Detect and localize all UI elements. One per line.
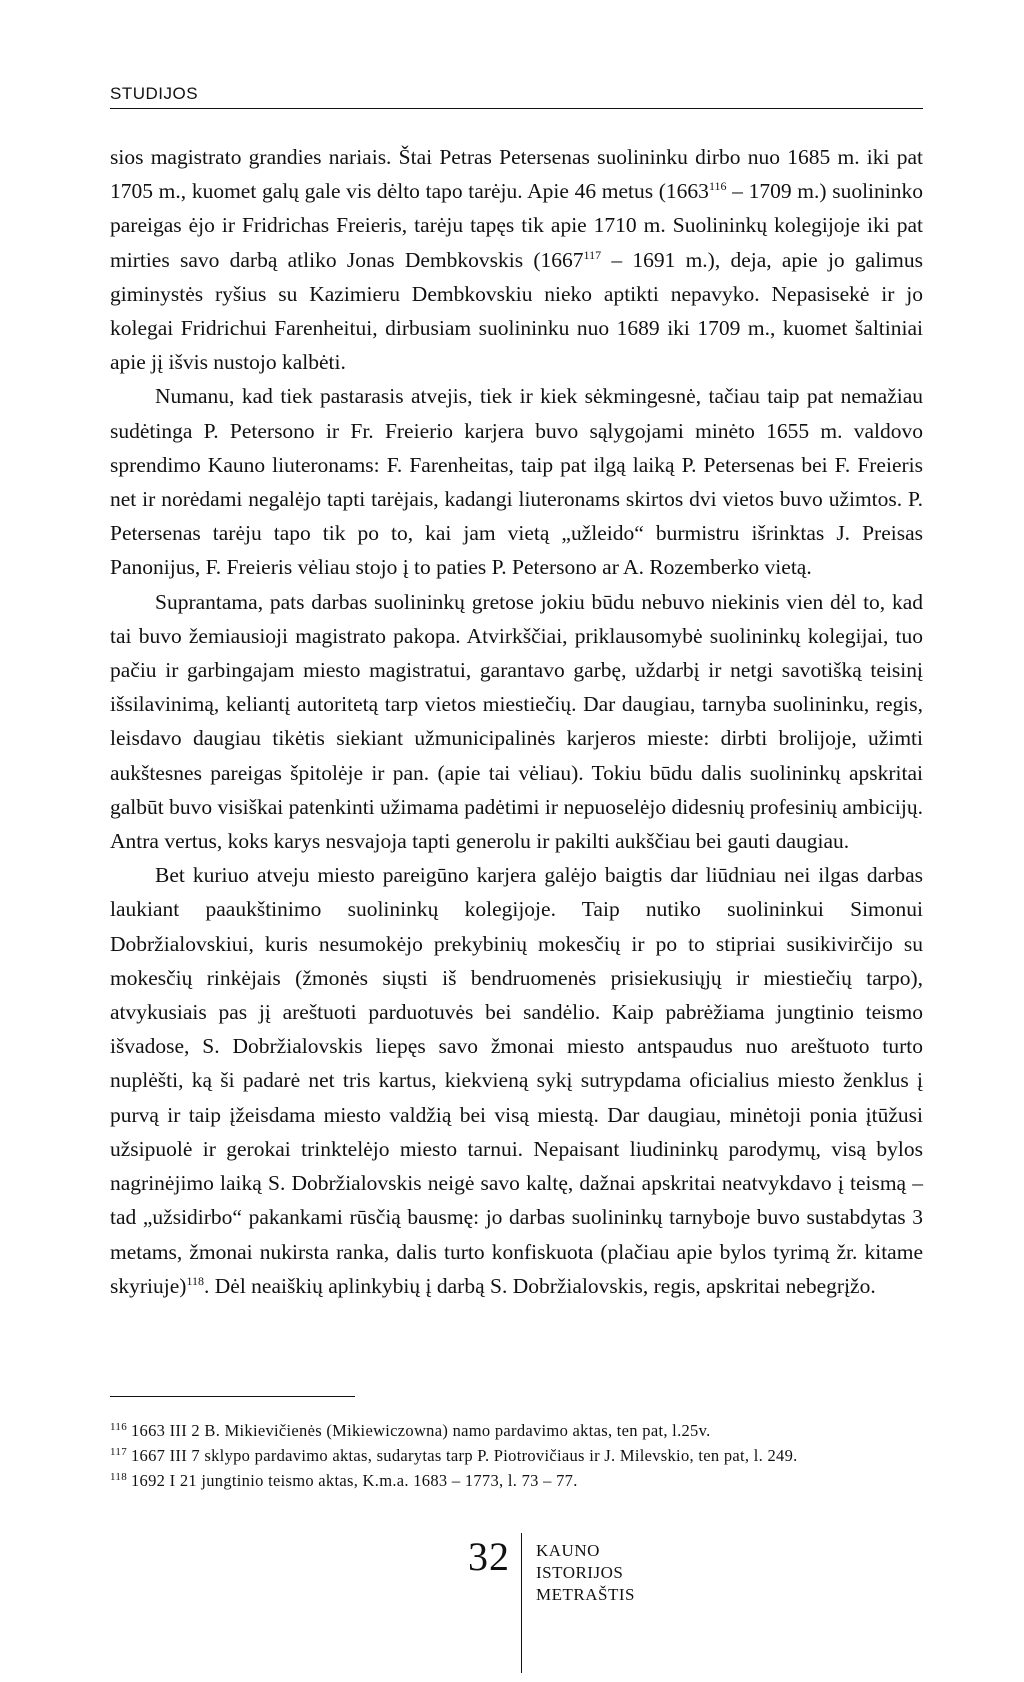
footnote-text: 1663 III 2 B. Mikievičienės (Mikiewiczowna) namo pardavimo aktas, ten pat, l.25v. bbox=[131, 1421, 711, 1440]
paragraph-text: Bet kuriuo atveju miesto pareigūno karjera galėjo baigtis dar liūdniau nei ilgas darbas laukiant paaukštinimo suolininkų kolegijoje. Taip nutiko suolininkui Simonui Dobržialovskiui, kuris nesumokėjo prekybinių mokesčių ir po to stipriai susikivirčijo su mokesčių rinkėjais (žmonės siųsti iš bendruomenės prisiekusiųjų ir miestiečių tarpo), atvykusiais pas jį areštuoti parduotuvės bei sandėlio. Kaip pabrėžiama jungtinio teismo išvadose, S. Dobržialovskis liepęs savo žmonai miesto antspaudus nuo areštuoto turto nuplėšti, ką ši padarė net tris kartus, kiekvieną sykį sutrypdama oficialius miesto ženklus į purvą ir taip įžeisdama miesto valdžią bei visą miestą. Dar daugiau, minėtoji ponia įtūžusi užsipuolė ir gerokai trinktelėjo miesto tarnui. Nepaisant liudininkų parodymų, visą bylos nagrinėjimo laiką S. Dobržialovskis neigė savo kaltę, dažnai apskritai neatvykdavo į teismą – tad „užsidirbo“ pakankami rūsčią bausmę: jo darbas suolininkų tarnyboje buvo sustabdytas 3 metams, žmonai nukirsta ranka, dalis turto konfiskuota (plačiau apie bylos tyrimą žr. kitame skyriuje) bbox=[110, 863, 923, 1298]
footnote-rule bbox=[110, 1396, 355, 1397]
paragraph-text: . Dėl neaiškių aplinkybių į darbą S. Dobržialovskis, regis, apskritai nebegrįžo. bbox=[204, 1273, 876, 1298]
journal-title-line: METRAŠTIS bbox=[536, 1585, 635, 1604]
journal-title bbox=[536, 1540, 635, 1606]
paragraph bbox=[110, 140, 923, 379]
journal-title-line: KAUNO bbox=[536, 1541, 600, 1560]
footnote-text: 1667 III 7 sklypo pardavimo aktas, sudarytas tarp P. Piotrovičiaus ir J. Milevskio, ten pat, l. 249. bbox=[131, 1446, 798, 1465]
colophon-rule bbox=[521, 1533, 522, 1673]
footnotes bbox=[110, 1418, 923, 1493]
footnote-ref: 117 bbox=[583, 247, 602, 262]
paragraph bbox=[110, 379, 923, 584]
footnote bbox=[110, 1418, 923, 1443]
footnote-text: 1692 I 21 jungtinio teismo aktas, K.m.a. 1683 – 1773, l. 73 – 77. bbox=[131, 1471, 578, 1490]
paragraph-text: Suprantama, pats darbas suolininkų gretose jokiu būdu nebuvo niekinis vien dėl to, kad tai buvo žemiausioji magistrato pakopa. Atvirkščiai, priklausomybė suolininkų kolegijai, tuo pačiu ir garbingajam miesto magistratui, garantavo garbę, uždarbį ir netgi savotišką teisinį išsilavinimą, keliantį autoritetą tarp vietos miestiečių. Dar daugiau, tarnyba suolininku, regis, leisdavo daugiau tikėtis siekiant užmunicipalinės karjeros mieste: dirbti brolijoje, užimti aukštesnes pareigas špitolėje ir pan. (apie tai vėliau). Tokiu būdu dalis suolininkų apskritai galbūt buvo visiškai patenkinti užimama padėtimi ir nepuoselėjo didesnių profesinių ambicijų. Antra vertus, koks karys nesvajoja tapti generolu ir pakilti aukščiau bei gauti daugiau. bbox=[110, 589, 923, 854]
journal-title-line: ISTORIJOS bbox=[536, 1563, 624, 1582]
running-head: STUDIJOS bbox=[110, 84, 199, 103]
footnote bbox=[110, 1443, 923, 1468]
paragraph-text: Numanu, kad tiek pastarasis atvejis, tiek ir kiek sėkmingesnė, tačiau taip pat nemažiau sudėtinga P. Petersono ir Fr. Freierio karjera buvo sąlygojami minėto 1655 m. valdovo sprendimo Kauno liuteronams: F. Farenheitas, taip pat ilgą laiką P. Petersenas bei F. Freieris net ir norėdami negalėjo tapti tarėjais, kadangi liuteronams skirtos dvi vietos buvo užimtos. P. Petersenas tarėju tapo tik po to, kai jam vietą „užleido“ burmistru išrinktas J. Preisas Panonijus, F. Freieris vėliau stojo į to paties P. Petersono ar A. Rozemberko vietą. bbox=[110, 384, 923, 580]
paragraph-text: – 1709 m.) suolininko pareigas ėjo ir Fridrichas Freieris, tarėju tapęs tik apie 1710 m. Suolininkų kolegijoje iki pat mirties savo darbą atliko Jonas Dembkovskis (1667 bbox=[110, 179, 923, 272]
main-text bbox=[110, 140, 923, 1303]
paragraph bbox=[110, 585, 923, 859]
footnote-ref: 118 bbox=[186, 1273, 204, 1288]
paragraph-text: – 1691 m.), deja, apie jo galimus giminystės ryšius su Kazimieru Dembkovskiu nieko aptikti nepavyko. Nepasisekė ir jo kolegai Fridrichui Farenheitui, dirbusiam suolininku nuo 1689 iki 1709 m., kuomet šaltiniai apie jį išvis nustojo kalbėti. bbox=[110, 247, 923, 375]
header-rule bbox=[110, 108, 923, 109]
footnote-number: 118 bbox=[110, 1470, 127, 1483]
page-number: 32 bbox=[468, 1534, 510, 1579]
footnote bbox=[110, 1468, 923, 1493]
footnote-number: 117 bbox=[110, 1445, 127, 1458]
paragraph-text: sios magistrato grandies nariais. Štai Petras Petersenas suolininku dirbo nuo 1685 m. iki pat 1705 m., kuomet galų gale vis dėlto tapo tarėju. Apie 46 metus (1663 bbox=[110, 145, 923, 204]
footnote-number: 116 bbox=[110, 1420, 127, 1433]
paragraph bbox=[110, 858, 923, 1303]
footnote-ref: 116 bbox=[708, 179, 727, 194]
